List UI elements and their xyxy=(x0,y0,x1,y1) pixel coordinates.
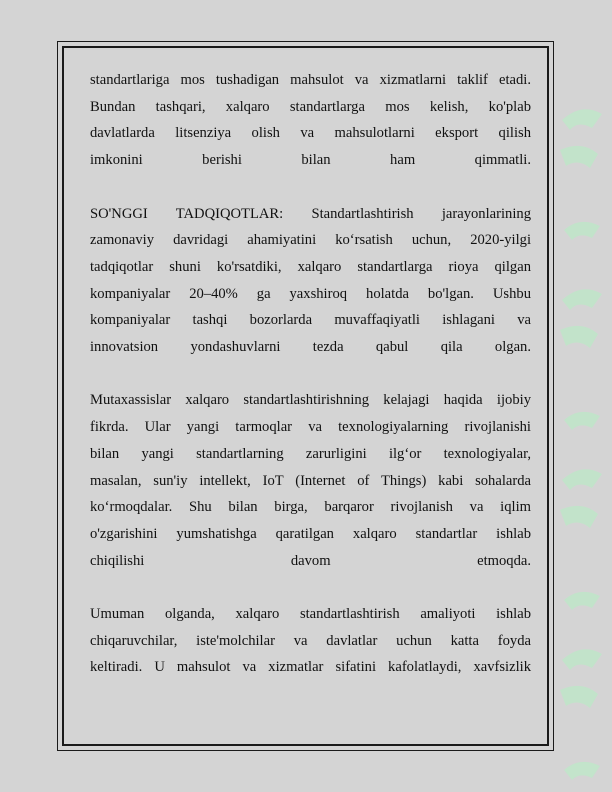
paragraph-gap xyxy=(90,361,531,388)
text-line: Umuman olganda, xalqaro standartlashtirish amaliyoti ishlab xyxy=(90,606,531,623)
text-line: kompaniyalar 20–40% ga yaxshiroq holatda bo'lgan. Ushbu xyxy=(90,285,531,302)
text-line: innovatsion yondashuvlarni tezda qabul qila olgan. xyxy=(90,339,531,356)
text-line: masalan, sun'iy intellekt, IoT (Internet of Things) kabi sohalarda xyxy=(90,472,531,489)
text-line: chiqaruvchilar, iste'molchilar va davlatlar uchun katta foyda xyxy=(90,632,531,649)
text-line: ko‘rmoqdalar. Shu bilan birga, barqaror rivojlanish va iqlim xyxy=(90,499,531,516)
text-line: chiqilishi davom etmoqda. xyxy=(90,552,531,569)
paragraph xyxy=(90,601,531,681)
text-line: standartlariga mos tushadigan mahsulot va xizmatlarni taklif etadi. xyxy=(90,72,531,88)
text-line: keltiradi. U mahsulot va xizmatlar sifatini kafolatlaydi, xavfsizlik xyxy=(90,659,531,676)
text-line: imkonini berishi bilan ham qimmatli. xyxy=(90,152,531,169)
paragraph xyxy=(90,387,531,574)
text-line: kompaniyalar tashqi bozorlarda muvaffaqiyatli ishlagani va xyxy=(90,312,531,329)
text-line: SO'NGGI TADQIQOTLAR: Standartlashtirish jarayonlarining xyxy=(90,205,531,222)
text-line: o'zgarishini yumshatishga qaratilgan xalqaro standartlar ishlab xyxy=(90,525,531,542)
paragraph xyxy=(90,67,531,174)
text-line: tadqiqotlar shuni ko'rsatdiki, xalqaro standartlarga rioya qilgan xyxy=(90,258,531,275)
paragraph-gap xyxy=(90,174,531,201)
text-line: davlatlarda litsenziya olish va mahsulotlarni eksport qilish xyxy=(90,125,531,142)
text-line: bilan yangi standartlarning zarurligini ilg‘or texnologiyalar, xyxy=(90,445,531,462)
text-line: zamonaviy davridagi ahamiyatini ko‘rsatish uchun, 2020-yilgi xyxy=(90,232,531,249)
paragraph-gap xyxy=(90,574,531,601)
text-line: Mutaxassislar xalqaro standartlashtirishning kelajagi haqida ijobiy xyxy=(90,392,531,409)
document-body xyxy=(90,67,531,681)
text-line: Bundan tashqari, xalqaro standartlarga mos kelish, ko'plab xyxy=(90,98,531,115)
text-line: fikrda. Ular yangi tarmoqlar va texnologiyalarning rivojlanishi xyxy=(90,419,531,436)
paragraph xyxy=(90,201,531,361)
